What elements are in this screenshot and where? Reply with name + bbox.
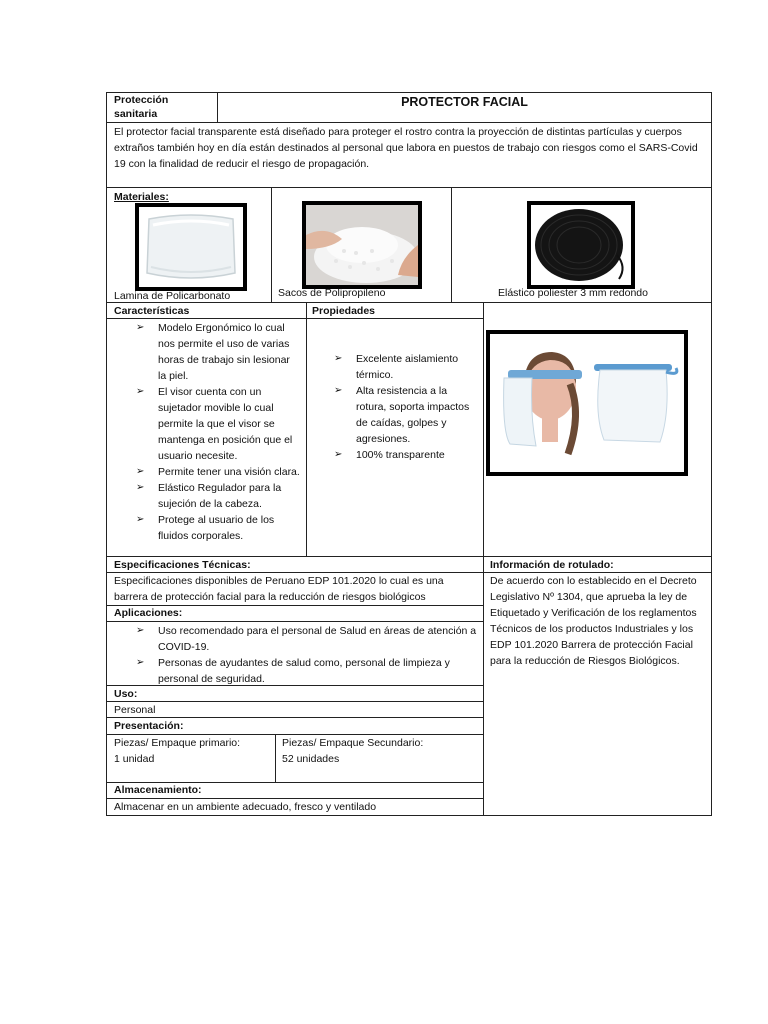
applications-list: [136, 623, 478, 687]
labeling-text: De acuerdo con lo establecido en el Decreto Legislativo Nº 1304, que aprueba la ley de Etiquetado y Verificación de los reglamentos Técnicos de los productos Industriales y los EDP 101.2020 Barrera de protección Facial para la reducción de Riesgos Biológicos.: [490, 575, 697, 667]
use-label: Uso:: [114, 688, 138, 700]
storage-label: Almacenamiento:: [114, 784, 202, 796]
properties-label: Propiedades: [312, 305, 376, 317]
secondary-packaging-value: 52 unidades: [282, 753, 340, 765]
material-caption-polycarbonate: Lamina de Policarbonato: [114, 290, 231, 302]
list-item: ➢ Modelo Ergonómico lo cual nos permite el uso de varias horas de trabajo sin lesionar la piel.: [136, 322, 290, 382]
arrow-bullet-icon: ➢: [334, 353, 343, 364]
properties-list: [334, 351, 474, 463]
secondary-packaging-label: Piezas/ Empaque Secundario:: [282, 737, 424, 749]
primary-packaging-value: 1 unidad: [114, 753, 155, 765]
list-item: ➢ Excelente aislamiento térmico.: [334, 353, 459, 381]
polypropylene-pellets-image: [302, 201, 422, 289]
labeling-label: Información de rotulado:: [490, 559, 614, 571]
material-caption-polypropylene: Sacos de Polipropileno: [278, 287, 386, 299]
characteristics-list: [136, 320, 300, 544]
specs-text: Especificaciones disponibles de Peruano EDP 101.2020 lo cual es una barrera de protección facial para la reducción de riesgos biológicos: [114, 575, 444, 603]
arrow-bullet-icon: ➢: [136, 657, 145, 668]
list-item: ➢ Personas de ayudantes de salud como, personal de limpieza y personal de seguridad.: [136, 657, 450, 685]
arrow-bullet-icon: ➢: [136, 625, 145, 636]
applications-label: Aplicaciones:: [114, 607, 183, 619]
presentation-label: Presentación:: [114, 720, 184, 732]
list-item: ➢ El visor cuenta con un sujetador movible lo cual permite la que el visor se mantenga en posición que el usuario necesite.: [136, 386, 293, 462]
primary-packaging-label: Piezas/ Empaque primario:: [114, 737, 241, 749]
face-shield-product-image: [486, 330, 688, 476]
polycarbonate-sheet-image: [135, 203, 247, 291]
arrow-bullet-icon: ➢: [136, 482, 145, 493]
arrow-bullet-icon: ➢: [136, 386, 145, 397]
specs-label: Especificaciones Técnicas:: [114, 559, 251, 571]
list-item: ➢ Elástico Regulador para la sujeción de la cabeza.: [136, 482, 282, 510]
list-item: ➢ Permite tener una visión clara.: [136, 466, 300, 478]
list-item: ➢ Uso recomendado para el personal de Salud en áreas de atención a COVID-19.: [136, 625, 477, 653]
storage-value: Almacenar en un ambiente adecuado, fresco y ventilado: [114, 801, 377, 813]
characteristics-label: Características: [114, 305, 190, 317]
page-title: PROTECTOR FACIAL: [401, 95, 528, 109]
material-caption-elastic: Elástico poliester 3 mm redondo: [498, 287, 648, 299]
arrow-bullet-icon: ➢: [136, 514, 145, 525]
category-label: Protección sanitaria: [114, 94, 169, 120]
list-item: ➢ 100% transparente: [334, 449, 445, 461]
description-text: El protector facial transparente está diseñado para proteger el rostro contra la proyección de distintas partículas y cuerpos extraños también hoy en día están destinados al personal que labora en puestos de trabajo con riesgos como el SARS-Covid 19 con la finalidad de reducir el riesgo de propagación.: [114, 126, 698, 170]
use-value: Personal: [114, 704, 156, 716]
elastic-cord-spool-image: [527, 201, 635, 289]
list-item: ➢ Protege al usuario de los fluidos corporales.: [136, 514, 275, 542]
arrow-bullet-icon: ➢: [136, 466, 145, 477]
materials-label: Materiales:: [114, 191, 169, 203]
list-item: ➢ Alta resistencia a la rotura, soporta impactos de caídas, golpes y agresiones.: [334, 385, 470, 445]
arrow-bullet-icon: ➢: [334, 449, 343, 460]
arrow-bullet-icon: ➢: [334, 385, 343, 396]
arrow-bullet-icon: ➢: [136, 322, 145, 333]
